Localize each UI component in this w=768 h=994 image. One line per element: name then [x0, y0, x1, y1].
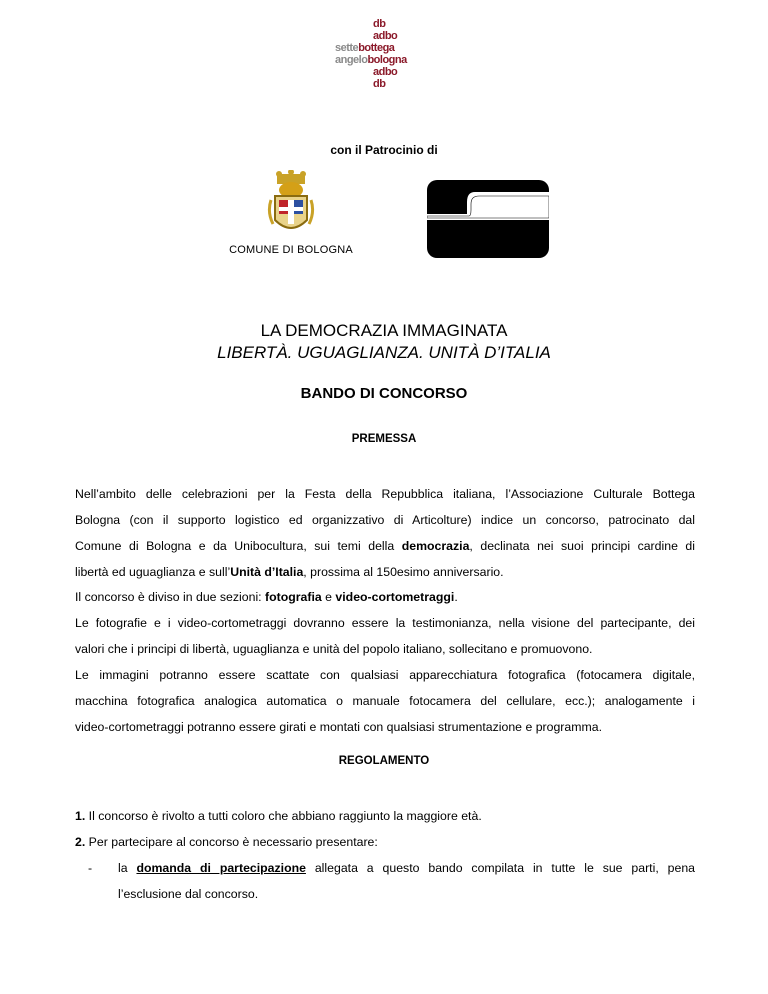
- logo-word: settebottega: [335, 42, 395, 54]
- text-line: Le fotografie e i video-cortometraggi dovranno essere la testimonianza, nella visione del partecipante, dei: [75, 616, 695, 630]
- bottega-bologna-logo: [335, 18, 425, 108]
- title-line-2: LIBERTÀ. UGUAGLIANZA. UNITÀ D’ITALIA: [217, 343, 551, 362]
- domanda-partecipazione-link[interactable]: domanda di partecipazione: [136, 861, 306, 875]
- rule-2: 2. Per partecipare al concorso è necessario presentare:: [75, 835, 378, 849]
- text-line: Comune di Bologna e da Unibocultura, sui temi della democrazia, declinata nei suoi principi cardine di: [75, 539, 695, 553]
- sezioni-paragraph: [75, 584, 695, 740]
- coat-of-arms-icon: [267, 170, 315, 240]
- comune-di-bologna-logo: [222, 170, 360, 260]
- text-line: Nell’ambito delle celebrazioni per la Festa della Repubblica italiana, l’Associazione Culturale Bottega: [75, 487, 695, 501]
- regolamento-heading: REGOLAMENTO: [338, 755, 430, 767]
- premessa-paragraph: [75, 481, 695, 585]
- text-line: valori che i principi di libertà, uguaglianza e unità del popolo italiano, sollecitano e promuovono.: [75, 642, 593, 656]
- rule-1: 1. Il concorso è rivolto a tutti coloro che abbiano raggiunto la maggiore età.: [75, 809, 482, 823]
- logo-word: db: [373, 78, 386, 90]
- text-line: la domanda di partecipazione allegata a questo bando compilata in tutte le sue parti, pena: [118, 861, 695, 875]
- logo-word: adbo: [373, 30, 398, 42]
- unibocultura-mark-icon: [427, 180, 549, 258]
- bando-heading: BANDO DI CONCORSO: [300, 385, 468, 402]
- logo-word: adbo: [373, 66, 398, 78]
- text-line: l’esclusione dal concorso.: [118, 887, 259, 901]
- text-line: macchina fotografica analogica automatica o manuale fotocamera del cellulare, ecc.); analogamente i: [75, 694, 695, 708]
- bullet-item: [118, 855, 695, 907]
- title-line-1: LA DEMOCRAZIA IMMAGINATA: [260, 321, 508, 340]
- text-line: libertà ed uguaglianza e sull’Unità d’Italia, prossima al 150esimo anniversario.: [75, 565, 504, 579]
- premessa-heading: PREMESSA: [351, 433, 417, 445]
- text-line: video-cortometraggi potranno essere girati e montati con qualsiasi strumentazione e programma.: [75, 720, 602, 734]
- text-line: Le immagini potranno essere scattate con qualsiasi apparecchiatura fotografica (fotocamera digitale,: [75, 668, 695, 682]
- text-line: Bologna (con il supporto logistico ed organizzativo di Articolture) indice un concorso, patrocinato dal: [75, 513, 695, 527]
- bullet-dash: -: [88, 861, 93, 875]
- logo-word: db: [373, 18, 386, 30]
- unibocultura-label: UNIBOCULTURA: [476, 222, 543, 231]
- comune-caption: COMUNE DI BOLOGNA: [229, 244, 353, 256]
- patrocinio-label: con il Patrocinio di: [330, 143, 438, 157]
- text-line: Il concorso è diviso in due sezioni: fotografia e video-cortometraggi.: [75, 590, 458, 604]
- unibocultura-logo: [427, 180, 549, 258]
- logo-word: angelobologna: [335, 54, 407, 66]
